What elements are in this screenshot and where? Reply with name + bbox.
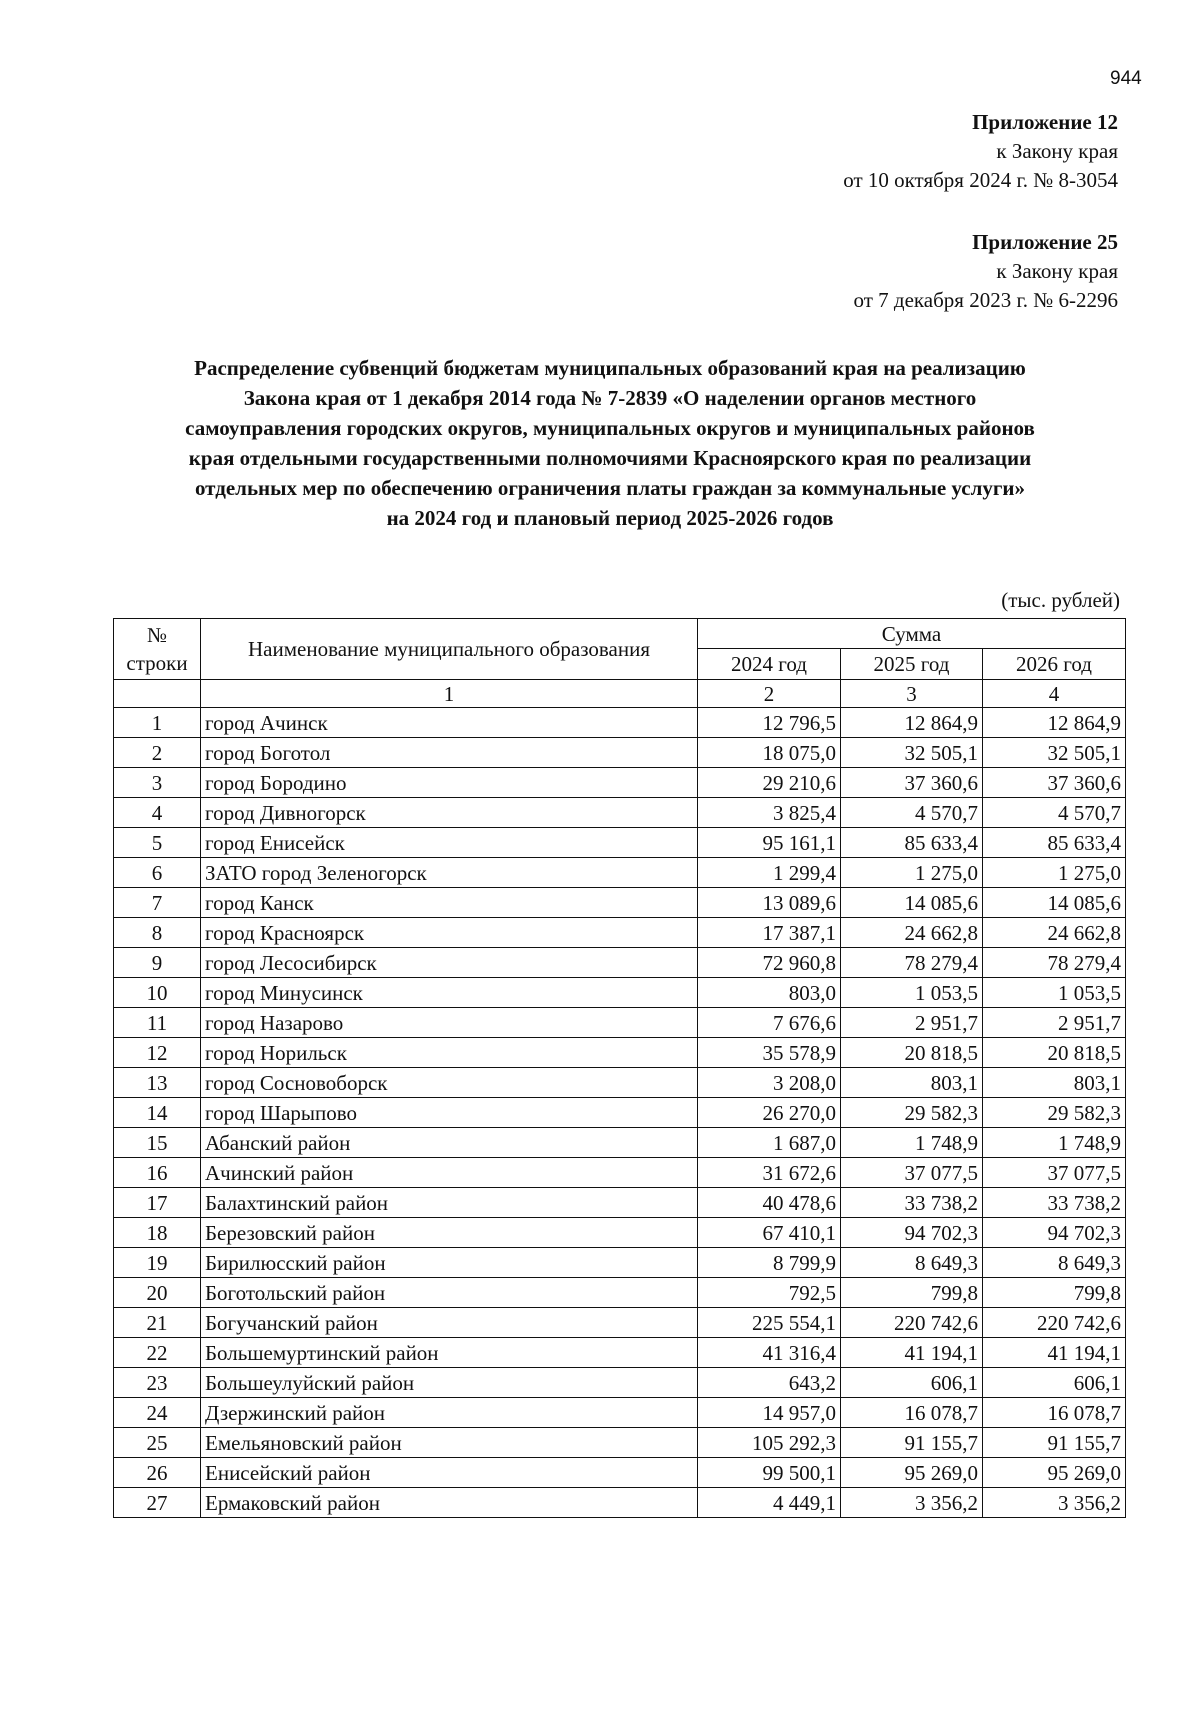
appendix-original (854, 228, 1118, 315)
row-number-cell: 13 (114, 1068, 201, 1098)
municipality-name-cell: Боготольский район (201, 1278, 698, 1308)
municipality-name-cell: город Назарово (201, 1008, 698, 1038)
amount-2025-cell: 1 053,5 (841, 978, 983, 1008)
title-line: края отдельными государственными полномочиями Красноярского края по реализации (188, 446, 1032, 470)
row-number-cell: 16 (114, 1158, 201, 1188)
row-number-cell: 14 (114, 1098, 201, 1128)
sum-header: Сумма (698, 619, 1126, 649)
municipality-name-cell: Емельяновский район (201, 1428, 698, 1458)
amount-2025-cell: 799,8 (841, 1278, 983, 1308)
table-row (114, 1158, 1126, 1188)
amount-2026-cell: 1 748,9 (983, 1128, 1126, 1158)
row-number-cell: 17 (114, 1188, 201, 1218)
amount-2024-cell: 17 387,1 (698, 918, 841, 948)
amount-2026-cell: 37 077,5 (983, 1158, 1126, 1188)
table-row (114, 888, 1126, 918)
amount-2026-cell: 37 360,6 (983, 768, 1126, 798)
amount-2026-cell: 16 078,7 (983, 1398, 1126, 1428)
table-row (114, 708, 1126, 738)
amount-2026-cell: 1 275,0 (983, 858, 1126, 888)
municipality-name-cell: город Красноярск (201, 918, 698, 948)
amount-2026-cell: 3 356,2 (983, 1488, 1126, 1518)
amount-2024-cell: 72 960,8 (698, 948, 841, 978)
amount-2025-cell: 3 356,2 (841, 1488, 983, 1518)
amount-2026-cell: 78 279,4 (983, 948, 1126, 978)
amount-2024-cell: 99 500,1 (698, 1458, 841, 1488)
amount-2025-cell: 33 738,2 (841, 1188, 983, 1218)
appendix-original-title: Приложение 25 (972, 230, 1118, 254)
amount-2024-cell: 1 687,0 (698, 1128, 841, 1158)
amount-2024-cell: 12 796,5 (698, 708, 841, 738)
document-title (110, 353, 1110, 533)
column-number: 4 (983, 680, 1126, 708)
municipality-name-cell: город Лесосибирск (201, 948, 698, 978)
row-number-cell: 3 (114, 768, 201, 798)
title-line: отдельных мер по обеспечению ограничения платы граждан за коммунальные услуги» (194, 476, 1026, 500)
table-row (114, 1278, 1126, 1308)
row-number-cell: 15 (114, 1128, 201, 1158)
amount-2024-cell: 26 270,0 (698, 1098, 841, 1128)
column-number-row (114, 680, 1126, 708)
municipality-name-cell: Березовский район (201, 1218, 698, 1248)
municipality-name-cell: город Боготол (201, 738, 698, 768)
amount-2025-cell: 220 742,6 (841, 1308, 983, 1338)
table-row (114, 978, 1126, 1008)
table-row (114, 798, 1126, 828)
amount-2026-cell: 803,1 (983, 1068, 1126, 1098)
amount-2026-cell: 91 155,7 (983, 1428, 1126, 1458)
year-header-2026: 2026 год (983, 649, 1126, 680)
municipality-name-cell: Балахтинский район (201, 1188, 698, 1218)
title-line: Закона края от 1 декабря 2014 года № 7-2839 «О наделении органов местного (243, 386, 977, 410)
amount-2024-cell: 8 799,9 (698, 1248, 841, 1278)
row-number-cell: 2 (114, 738, 201, 768)
municipality-name-cell: город Норильск (201, 1038, 698, 1068)
amount-2025-cell: 29 582,3 (841, 1098, 983, 1128)
amount-2026-cell: 606,1 (983, 1368, 1126, 1398)
table-row (114, 1068, 1126, 1098)
row-number-cell: 26 (114, 1458, 201, 1488)
amount-2026-cell: 32 505,1 (983, 738, 1126, 768)
amount-2026-cell: 14 085,6 (983, 888, 1126, 918)
appendix-original-line3: от 7 декабря 2023 г. № 6-2296 (853, 288, 1118, 312)
amount-2025-cell: 85 633,4 (841, 828, 983, 858)
table-row (114, 1098, 1126, 1128)
amount-2025-cell: 95 269,0 (841, 1458, 983, 1488)
table-row (114, 828, 1126, 858)
amount-2024-cell: 792,5 (698, 1278, 841, 1308)
amount-2026-cell: 94 702,3 (983, 1218, 1126, 1248)
amount-2024-cell: 29 210,6 (698, 768, 841, 798)
amount-2026-cell: 29 582,3 (983, 1098, 1126, 1128)
appendix-current-line2: к Закону края (996, 139, 1118, 163)
column-number: 3 (841, 680, 983, 708)
amount-2024-cell: 7 676,6 (698, 1008, 841, 1038)
table-row (114, 858, 1126, 888)
amount-2026-cell: 41 194,1 (983, 1338, 1126, 1368)
municipality-name-cell: Абанский район (201, 1128, 698, 1158)
page-number: 944 (1110, 68, 1142, 89)
amount-2024-cell: 35 578,9 (698, 1038, 841, 1068)
column-number: 1 (201, 680, 698, 708)
table-row (114, 948, 1126, 978)
amount-2025-cell: 2 951,7 (841, 1008, 983, 1038)
table-row (114, 1188, 1126, 1218)
appendix-current-title: Приложение 12 (972, 110, 1118, 134)
title-line: Распределение субвенций бюджетам муниципальных образований края на реализацию (194, 356, 1026, 380)
amount-2024-cell: 1 299,4 (698, 858, 841, 888)
municipality-name-cell: Енисейский район (201, 1458, 698, 1488)
amount-2024-cell: 31 672,6 (698, 1158, 841, 1188)
amount-2026-cell: 4 570,7 (983, 798, 1126, 828)
amount-2024-cell: 41 316,4 (698, 1338, 841, 1368)
amount-2025-cell: 1 275,0 (841, 858, 983, 888)
amount-2025-cell: 1 748,9 (841, 1128, 983, 1158)
amount-2025-cell: 37 077,5 (841, 1158, 983, 1188)
row-number-cell: 25 (114, 1428, 201, 1458)
table-row (114, 1338, 1126, 1368)
amount-2026-cell: 95 269,0 (983, 1458, 1126, 1488)
amount-2024-cell: 803,0 (698, 978, 841, 1008)
amount-2024-cell: 225 554,1 (698, 1308, 841, 1338)
amount-2025-cell: 78 279,4 (841, 948, 983, 978)
year-header-2025: 2025 год (841, 649, 983, 680)
municipality-name-cell: город Бородино (201, 768, 698, 798)
amount-2025-cell: 4 570,7 (841, 798, 983, 828)
table-row (114, 1368, 1126, 1398)
amount-2025-cell: 24 662,8 (841, 918, 983, 948)
amount-2025-cell: 8 649,3 (841, 1248, 983, 1278)
municipality-name-cell: город Сосновоборск (201, 1068, 698, 1098)
municipality-name-cell: Ачинский район (201, 1158, 698, 1188)
row-number-cell: 10 (114, 978, 201, 1008)
amount-2024-cell: 3 825,4 (698, 798, 841, 828)
amount-2025-cell: 32 505,1 (841, 738, 983, 768)
amount-2025-cell: 41 194,1 (841, 1338, 983, 1368)
amount-2024-cell: 14 957,0 (698, 1398, 841, 1428)
amount-2026-cell: 2 951,7 (983, 1008, 1126, 1038)
amount-2026-cell: 220 742,6 (983, 1308, 1126, 1338)
row-number-cell: 9 (114, 948, 201, 978)
row-number-cell: 18 (114, 1218, 201, 1248)
municipality-name-cell: Бирилюсский район (201, 1248, 698, 1278)
row-number-cell: 1 (114, 708, 201, 738)
municipality-name-cell: Дзержинский район (201, 1398, 698, 1428)
municipality-name-cell: Ермаковский район (201, 1488, 698, 1518)
amount-2024-cell: 13 089,6 (698, 888, 841, 918)
row-number-cell: 20 (114, 1278, 201, 1308)
table-row (114, 1128, 1126, 1158)
table-row (114, 738, 1126, 768)
amount-2026-cell: 24 662,8 (983, 918, 1126, 948)
row-number-cell: 8 (114, 918, 201, 948)
row-number-cell: 12 (114, 1038, 201, 1068)
amount-2026-cell: 799,8 (983, 1278, 1126, 1308)
amount-2026-cell: 1 053,5 (983, 978, 1126, 1008)
amount-2024-cell: 18 075,0 (698, 738, 841, 768)
amount-2026-cell: 8 649,3 (983, 1248, 1126, 1278)
row-number-cell: 24 (114, 1398, 201, 1428)
amount-2026-cell: 85 633,4 (983, 828, 1126, 858)
amount-2026-cell: 33 738,2 (983, 1188, 1126, 1218)
amount-2026-cell: 20 818,5 (983, 1038, 1126, 1068)
amount-2025-cell: 803,1 (841, 1068, 983, 1098)
table-row (114, 768, 1126, 798)
municipality-name-cell: город Шарыпово (201, 1098, 698, 1128)
row-number-cell: 19 (114, 1248, 201, 1278)
title-line: самоуправления городских округов, муниципальных округов и муниципальных районов (185, 416, 1035, 440)
amount-2024-cell: 95 161,1 (698, 828, 841, 858)
municipality-name-cell: Богучанский район (201, 1308, 698, 1338)
row-number-cell: 6 (114, 858, 201, 888)
table-row (114, 918, 1126, 948)
amount-2025-cell: 16 078,7 (841, 1398, 983, 1428)
amount-2024-cell: 105 292,3 (698, 1428, 841, 1458)
table-row (114, 1008, 1126, 1038)
row-number-cell: 22 (114, 1338, 201, 1368)
amount-2024-cell: 3 208,0 (698, 1068, 841, 1098)
amount-2024-cell: 643,2 (698, 1368, 841, 1398)
table-row (114, 1398, 1126, 1428)
municipality-name-cell: город Дивногорск (201, 798, 698, 828)
table-row (114, 1488, 1126, 1518)
column-number-blank (114, 680, 201, 708)
amount-2025-cell: 94 702,3 (841, 1218, 983, 1248)
municipality-name-cell: город Енисейск (201, 828, 698, 858)
column-number: 2 (698, 680, 841, 708)
row-number-cell: 27 (114, 1488, 201, 1518)
header-row (114, 619, 1126, 649)
appendix-original-line2: к Закону края (996, 259, 1118, 283)
amount-2025-cell: 606,1 (841, 1368, 983, 1398)
table-row (114, 1038, 1126, 1068)
amount-2025-cell: 14 085,6 (841, 888, 983, 918)
title-line: на 2024 год и плановый период 2025-2026 годов (386, 506, 834, 530)
table-row (114, 1458, 1126, 1488)
row-number-cell: 4 (114, 798, 201, 828)
amount-2025-cell: 91 155,7 (841, 1428, 983, 1458)
table-row (114, 1308, 1126, 1338)
amount-2024-cell: 4 449,1 (698, 1488, 841, 1518)
units-label: (тыс. рублей) (1001, 588, 1120, 612)
table-row (114, 1248, 1126, 1278)
municipality-name-cell: Большеулуйский район (201, 1368, 698, 1398)
amount-2025-cell: 20 818,5 (841, 1038, 983, 1068)
name-header: Наименование муниципального образования (201, 619, 698, 680)
year-header-2024: 2024 год (698, 649, 841, 680)
table-body (114, 708, 1126, 1518)
row-number-header: № строки (114, 619, 201, 680)
row-number-cell: 7 (114, 888, 201, 918)
municipality-name-cell: Большемуртинский район (201, 1338, 698, 1368)
amount-2024-cell: 67 410,1 (698, 1218, 841, 1248)
table-row (114, 1428, 1126, 1458)
row-number-cell: 23 (114, 1368, 201, 1398)
municipality-name-cell: город Ачинск (201, 708, 698, 738)
amount-2025-cell: 12 864,9 (841, 708, 983, 738)
row-number-cell: 11 (114, 1008, 201, 1038)
amount-2024-cell: 40 478,6 (698, 1188, 841, 1218)
municipality-name-cell: ЗАТО город Зеленогорск (201, 858, 698, 888)
table-row (114, 1218, 1126, 1248)
row-number-cell: 5 (114, 828, 201, 858)
row-number-cell: 21 (114, 1308, 201, 1338)
municipality-name-cell: город Канск (201, 888, 698, 918)
appendix-current-line3: от 10 октября 2024 г. № 8-3054 (843, 168, 1118, 192)
amount-2025-cell: 37 360,6 (841, 768, 983, 798)
appendix-current (843, 108, 1118, 195)
amount-2026-cell: 12 864,9 (983, 708, 1126, 738)
municipality-name-cell: город Минусинск (201, 978, 698, 1008)
subvention-table (113, 618, 1126, 1518)
